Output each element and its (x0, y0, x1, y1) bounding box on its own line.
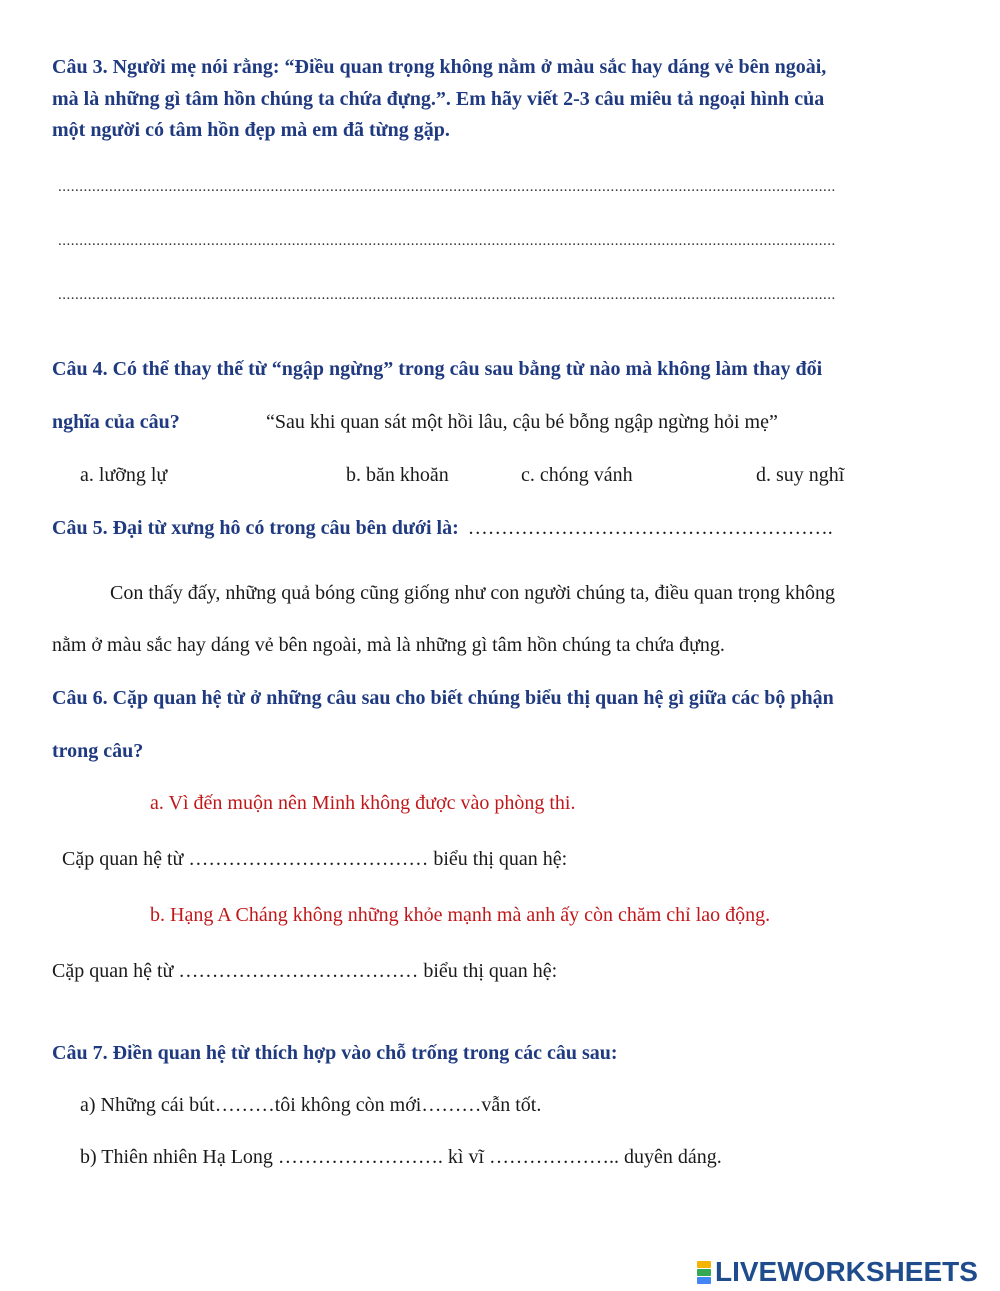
q3-answer-line-3[interactable]: ....................................................................................................................................................................................... (58, 287, 836, 303)
q4-option-b[interactable]: b. băn khoăn (346, 464, 449, 486)
q6-sentence-a: a. Vì đến muộn nên Minh không được vào phòng thi. (150, 792, 576, 814)
q4-option-a[interactable]: a. lưỡng lự (80, 464, 168, 486)
q4-prompt-line2: nghĩa của câu? (52, 411, 180, 433)
q5-label: Câu 5. Đại từ xưng hô có trong câu bên dưới là: (52, 517, 459, 539)
q5-answer-blank[interactable]: ………………………………………………. (467, 517, 833, 539)
q7-prompt: Câu 7. Điền quan hệ từ thích hợp vào chỗ trống trong các câu sau: (52, 1042, 618, 1064)
q4-option-c[interactable]: c. chóng vánh (521, 464, 633, 486)
q5-passage-line1: Con thấy đấy, những quả bóng cũng giống như con người chúng ta, điều quan trọng không (110, 582, 836, 604)
q4-option-d[interactable]: d. suy nghĩ (756, 464, 845, 486)
liveworksheets-logo-icon (697, 1261, 711, 1284)
q5-passage-line2: nằm ở màu sắc hay dáng vẻ bên ngoài, mà là những gì tâm hồn chúng ta chứa đựng. (52, 634, 725, 656)
q3-prompt-line2: mà là những gì tâm hồn chúng ta chứa đựng.”. Em hãy viết 2-3 câu miêu tả ngoại hình của (52, 88, 825, 110)
q6-answer-a[interactable]: Cặp quan hệ từ ……………………………… biểu thị quan hệ: (62, 848, 568, 870)
liveworksheets-logo-text: LIVEWORKSHEETS (715, 1256, 978, 1287)
q4-quote: “Sau khi quan sát một hồi lâu, cậu bé bỗng ngập ngừng hỏi mẹ” (266, 411, 778, 433)
liveworksheets-logo (697, 1254, 978, 1290)
q7-item-b[interactable]: b) Thiên nhiên Hạ Long ……………………. kì vĩ ……………….. duyên dáng. (80, 1146, 722, 1168)
q3-answer-line-2[interactable]: ....................................................................................................................................................................................... (58, 233, 836, 249)
q4-prompt-line1: Câu 4. Có thể thay thế từ “ngập ngừng” trong câu sau bằng từ nào mà không làm thay đổi (52, 358, 823, 380)
q3-prompt-line3: một người có tâm hồn đẹp mà em đã từng gặp. (52, 119, 450, 141)
q7-item-a[interactable]: a) Những cái bút………tôi không còn mới………vẫn tốt. (80, 1094, 542, 1116)
q3-prompt-line1: Câu 3. Người mẹ nói rằng: “Điều quan trọng không nằm ở màu sắc hay dáng vẻ bên ngoài, (52, 56, 827, 78)
q5-row (52, 515, 833, 541)
q6-sentence-b: b. Hạng A Cháng không những khỏe mạnh mà anh ấy còn chăm chỉ lao động. (150, 904, 771, 926)
q6-prompt-line2: trong câu? (52, 740, 144, 762)
q6-prompt-line1: Câu 6. Cặp quan hệ từ ở những câu sau cho biết chúng biểu thị quan hệ gì giữa các bộ phận (52, 687, 834, 709)
q6-answer-b[interactable]: Cặp quan hệ từ ……………………………… biểu thị quan hệ: (52, 960, 558, 982)
q3-answer-line-1[interactable]: ....................................................................................................................................................................................... (58, 179, 836, 195)
